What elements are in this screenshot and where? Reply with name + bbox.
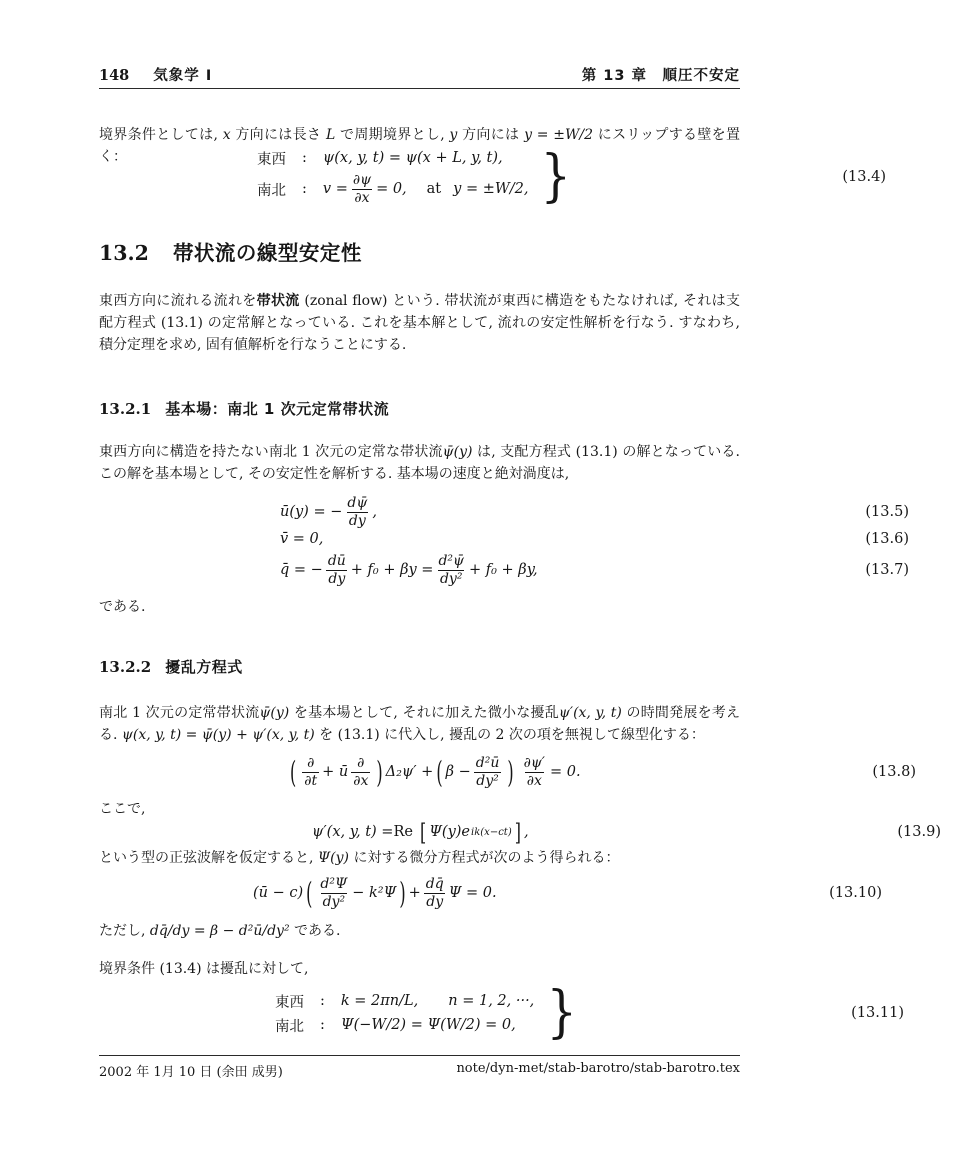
equation-number: (13.10) (829, 885, 882, 901)
inline-math: ψ̄(y) (442, 444, 473, 460)
big-delimiter: ] (514, 818, 521, 846)
numerator: ∂ψ′ (523, 754, 545, 771)
header-rule (99, 88, 740, 89)
paragraph-dearu: である. (99, 599, 146, 615)
relation-colon: : (302, 181, 307, 197)
inline-math: ψ′(x, y, t) (558, 705, 622, 721)
inline-math: Ψ(y) (317, 850, 350, 866)
math-text: ψ(x, y, t) = ψ(x + L, y, t), (322, 150, 503, 167)
fraction (345, 495, 369, 529)
math-text: + ū (322, 764, 349, 780)
fraction (302, 755, 319, 789)
paragraph-kokode: ここで, (99, 801, 146, 817)
page-footer (99, 1061, 740, 1080)
equation-number: (13.11) (851, 1005, 904, 1021)
math-text: ū(y) = − (280, 504, 343, 520)
footer-file-path: note/dyn-met/stab-barotro/stab-barotro.tex (456, 1061, 740, 1076)
paragraph-boundary-13-4: 境界条件 (13.4) は擾乱に対して, (99, 961, 309, 977)
inline-math: ψ(x, y, t) = ψ̄(y) + ψ′(x, y, t) (121, 727, 315, 743)
fraction (424, 876, 446, 910)
section-title: 帯状流の線型安定性 (172, 241, 362, 265)
text-segment: ただし, (99, 923, 150, 939)
fraction (351, 172, 373, 206)
text-segment: という型の正弦波解を仮定すると, (99, 850, 318, 866)
numerator: ∂ (357, 754, 365, 771)
numerator: ∂ψ (352, 171, 372, 188)
denominator: ∂x (353, 772, 369, 789)
numerator: ∂ (307, 754, 315, 771)
math-text: v = (322, 181, 348, 197)
roman-text: at (426, 181, 442, 197)
section-heading-13-2 (99, 236, 740, 266)
inline-math: x (222, 127, 231, 143)
inline-math: ψ̄(y) (259, 705, 290, 721)
system-brace: } (541, 144, 572, 209)
relation-colon: : (302, 150, 307, 167)
math-text: k = 2πn/L, (340, 993, 419, 1009)
page-number: 148 (99, 67, 130, 84)
text-segment: の時間発展を考える. (99, 705, 740, 743)
equation-number: (13.9) (897, 824, 941, 840)
math-text: (ū − c) (253, 885, 304, 901)
math-text: + (408, 885, 421, 901)
text-segment: 境界条件としては, (99, 127, 223, 143)
text-segment: に対する微分方程式が次のよう得られる： (349, 850, 620, 866)
system-brace: } (546, 980, 578, 1045)
fraction (351, 755, 370, 789)
math-text: β − (445, 764, 471, 780)
text-segment: で周期境界とし, (335, 127, 450, 143)
denominator: ∂t (304, 772, 318, 789)
paragraph-perturbation (99, 702, 740, 746)
big-delimiter: [ (419, 818, 427, 846)
math-text: Δ₂ψ′ + (385, 764, 434, 780)
course-title: 気象学 I (153, 68, 213, 84)
denominator: ∂x (526, 772, 542, 789)
section-number: 13.2.2 (99, 658, 152, 676)
equation-13-10 (99, 871, 894, 915)
numerator: dψ̄ (347, 494, 368, 511)
denominator: dy² (322, 893, 346, 910)
math-text: q̄ = − (280, 562, 323, 578)
big-delimiter: ) (399, 875, 406, 911)
bold-term: 帯状流 (256, 293, 300, 309)
paragraph-zonal-flow (99, 290, 740, 356)
text-segment: は, 支配方程式 (13.1) の解となっている. この解を基本場として, その安定性を解析する. 基本場の速度と絶対渦度は, (99, 444, 741, 482)
footer-rule (99, 1055, 740, 1056)
section-number: 13.2 (99, 241, 149, 265)
fraction (474, 755, 502, 789)
text-segment: (zonal flow) という. 帯状流が東西に構造をもたなければ, それは支配方程式 (13.1) の定常解となっている. これを基本解として, 流れの安定性解析を行なう. すなわち, 積分定理を求め, 固有値解析を行なうことにする. (99, 293, 741, 353)
math-text: , (372, 504, 377, 520)
math-text: = 0. (550, 764, 581, 780)
section-heading-13-2-1 (99, 398, 740, 419)
equation-direction-label: 東西 (275, 994, 304, 1011)
text-segment: を基本場として, それに加えた微小な擾乱 (289, 705, 559, 721)
denominator: dy² (476, 772, 499, 789)
inline-math: L (325, 127, 336, 143)
text-segment: 方向には (457, 127, 525, 143)
fraction (436, 553, 466, 587)
math-text: n = 1, 2, ···, (448, 993, 535, 1009)
equation-number: (13.7) (865, 562, 909, 578)
big-delimiter: ) (507, 754, 514, 790)
denominator: dy (328, 570, 346, 587)
equation-13-7 (99, 549, 921, 591)
math-text: , (523, 824, 529, 840)
equation-number: (13.5) (865, 504, 909, 520)
fraction (326, 553, 348, 587)
text-segment: 方向には長さ (230, 127, 326, 143)
equation-13-11 (99, 980, 916, 1045)
numerator: d²ψ̄ (438, 552, 464, 569)
inline-math: dq̄/dy = β − d²ū/dy² (149, 923, 290, 939)
equation-13-8 (99, 750, 928, 794)
equation-direction-label: 南北 (275, 1018, 304, 1035)
numerator: dq̄ (425, 875, 444, 892)
text-segment: 東西方向に流れる流れを (99, 293, 257, 309)
text-segment: にスリップする壁を置く： (99, 127, 740, 165)
section-number: 13.2.1 (99, 400, 152, 418)
text-segment: 南北 1 次元の定常帯状流 (99, 705, 260, 721)
paragraph-sine-wave (99, 847, 740, 869)
numerator: d²Ψ (320, 875, 348, 892)
fraction (318, 876, 349, 910)
math-text: Ψ(y)e (429, 824, 471, 840)
fraction (522, 755, 547, 789)
page-header (99, 64, 740, 85)
math-text: = 0, (376, 181, 407, 197)
big-delimiter: ) (376, 754, 383, 790)
text-segment: を (13.1) に代入し, 擾乱の 2 次の項を無視して線型化する： (314, 727, 705, 743)
denominator: dy² (439, 570, 463, 587)
section-title: 擾乱方程式 (165, 658, 243, 676)
equation-13-5 (99, 494, 921, 530)
denominator: dy (348, 512, 366, 529)
relation-colon: : (320, 993, 325, 1009)
equation-13-6 (99, 528, 921, 550)
big-delimiter: ( (306, 875, 313, 911)
math-text: + f₀ + βy, (469, 562, 538, 578)
equation-number: (13.8) (872, 764, 916, 780)
math-text: + f₀ + βy = (350, 562, 434, 578)
math-text: ψ′(x, y, t) = (312, 824, 394, 840)
big-delimiter: ( (436, 754, 443, 790)
numerator: d²ū (475, 754, 500, 771)
inline-math: y (449, 127, 458, 143)
equation-13-9 (99, 816, 953, 848)
equation-direction-label: 南北 (257, 182, 286, 199)
superscript: ik(x−ct) (471, 826, 512, 838)
equation-13-4 (99, 146, 898, 208)
math-text: Ψ = 0. (448, 885, 497, 901)
math-text: Ψ(−W/2) = Ψ(W/2) = 0, (340, 1017, 516, 1033)
section-title: 基本場：南北 1 次元定常帯状流 (165, 400, 390, 418)
equation-number: (13.4) (842, 169, 886, 185)
equation-direction-label: 東西 (257, 151, 286, 168)
math-text: v̄ = 0, (280, 531, 324, 547)
section-heading-13-2-2 (99, 656, 740, 677)
math-text: − k²Ψ (352, 885, 397, 901)
math-text: y = ±W/2, (453, 181, 529, 197)
equation-number: (13.6) (865, 531, 909, 547)
denominator: ∂x (354, 189, 370, 206)
numerator: dū (327, 552, 346, 569)
denominator: dy (426, 893, 444, 910)
relation-colon: : (320, 1017, 325, 1033)
big-delimiter: ( (290, 754, 297, 790)
inline-math: y = ±W/2 (524, 127, 593, 143)
roman-text: Re (393, 824, 413, 840)
text-segment: である. (289, 923, 341, 939)
footer-date: 2002 年 1月 10 日 (余田 成男) (99, 1065, 283, 1080)
paragraph-tadashi (99, 920, 740, 942)
paragraph-basic-field (99, 441, 740, 485)
chapter-title: 第 13 章 順圧不安定 (581, 68, 740, 84)
text-segment: 東西方向に構造を持たない南北 1 次元の定常な帯状流 (99, 444, 443, 460)
